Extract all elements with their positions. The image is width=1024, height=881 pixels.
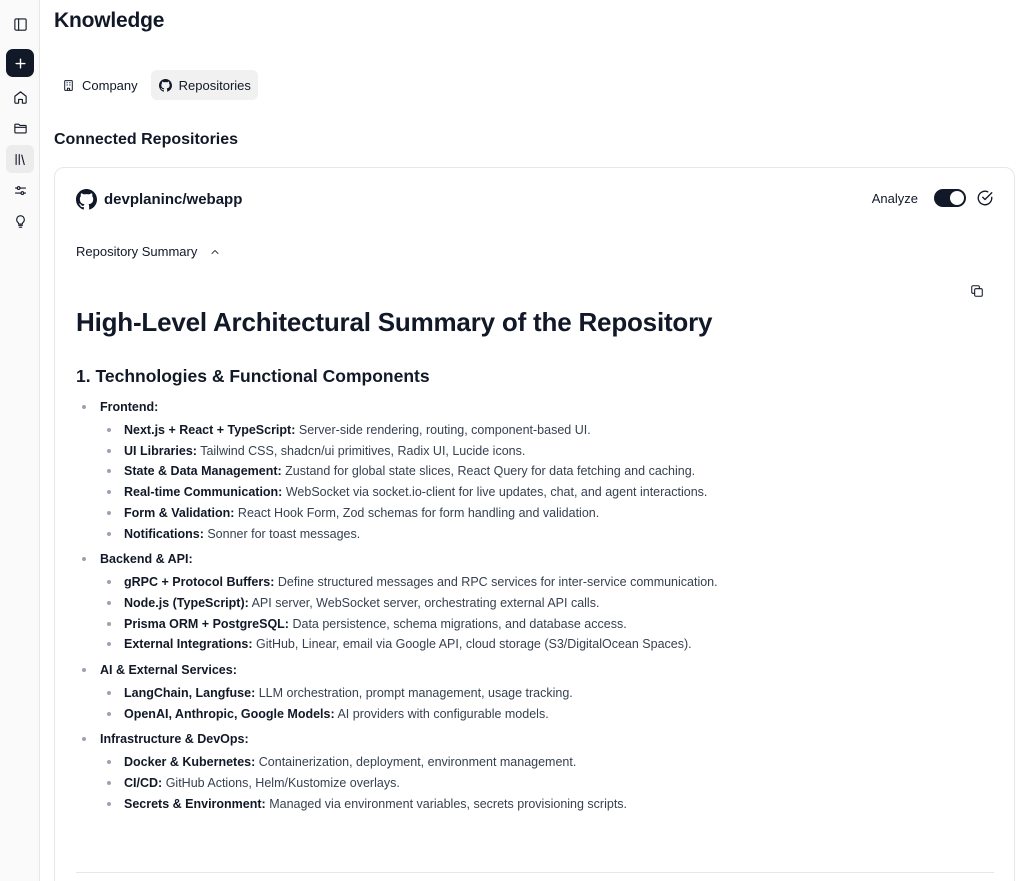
item-description: WebSocket via socket.io-client for live updates, chat, and agent interactions. bbox=[285, 485, 708, 500]
sidebar-item-ideas[interactable] bbox=[6, 207, 34, 235]
list-item bbox=[100, 572, 976, 593]
component-items bbox=[100, 572, 976, 655]
item-description: Server-side rendering, routing, component-based UI. bbox=[298, 423, 591, 437]
building-icon bbox=[62, 79, 75, 92]
item-term: UI Libraries: bbox=[124, 443, 197, 458]
analyze-label: Analyze bbox=[871, 190, 918, 206]
list-item bbox=[100, 593, 976, 614]
repository-summary-toggle[interactable] bbox=[76, 244, 221, 259]
item-description: Managed via environment variables, secrets provisioning scripts. bbox=[269, 796, 628, 811]
plus-icon bbox=[13, 56, 28, 71]
item-description: React Hook Form, Zod schemas for form handling and validation. bbox=[237, 505, 600, 520]
sidebar-item-projects[interactable] bbox=[6, 114, 34, 142]
item-term: State & Data Management: bbox=[124, 464, 282, 479]
summary-document bbox=[76, 306, 976, 821]
component-group-title: Frontend: bbox=[100, 400, 159, 414]
sliders-icon bbox=[13, 183, 28, 198]
component-group bbox=[76, 398, 976, 544]
item-description: Tailwind CSS, shadcn/ui primitives, Radix UI, Lucide icons. bbox=[200, 443, 526, 458]
list-item bbox=[100, 482, 976, 503]
component-group-title: AI & External Services: bbox=[100, 663, 237, 678]
toggle-knob bbox=[950, 191, 964, 205]
item-term: Form & Validation: bbox=[124, 505, 235, 520]
item-description: API server, WebSocket server, orchestrating external API calls. bbox=[251, 595, 600, 610]
home-icon bbox=[13, 90, 28, 105]
chevron-up-icon bbox=[209, 246, 221, 258]
tab-company[interactable] bbox=[54, 70, 145, 100]
section-title: Connected Repositories bbox=[54, 131, 239, 148]
panel-left-icon bbox=[13, 17, 28, 32]
folder-icon bbox=[13, 121, 28, 136]
list-item bbox=[100, 773, 976, 794]
sidebar-item-home[interactable] bbox=[6, 83, 34, 111]
item-term: Docker & Kubernetes: bbox=[124, 755, 256, 770]
sidebar-item-knowledge[interactable] bbox=[6, 145, 34, 173]
list-item bbox=[100, 524, 976, 545]
document-subheading: 1. Technologies & Functional Components bbox=[76, 366, 430, 386]
tabs bbox=[54, 70, 258, 100]
item-term: gRPC + Protocol Buffers: bbox=[124, 575, 275, 590]
item-term: LangChain, Langfuse: bbox=[124, 686, 256, 701]
tab-repositories-label: Repositories bbox=[178, 77, 251, 93]
analyze-toggle[interactable] bbox=[934, 189, 966, 207]
component-list bbox=[76, 398, 976, 815]
page-title: Knowledge bbox=[54, 9, 165, 32]
divider bbox=[76, 872, 994, 873]
list-item bbox=[100, 683, 976, 704]
item-term: Next.js + React + TypeScript: bbox=[124, 423, 296, 437]
toggle-sidebar-button[interactable] bbox=[6, 10, 34, 38]
library-icon bbox=[13, 152, 28, 167]
item-term: CI/CD: bbox=[124, 776, 163, 791]
item-description: Define structured messages and RPC services for inter-service communication. bbox=[277, 575, 718, 590]
repository-card bbox=[54, 167, 1015, 881]
item-description: LLM orchestration, prompt management, usage tracking. bbox=[258, 686, 573, 701]
list-item bbox=[100, 704, 976, 725]
summary-label: Repository Summary bbox=[76, 244, 198, 259]
github-icon bbox=[159, 79, 172, 92]
item-description: Zustand for global state slices, React Query for data fetching and caching. bbox=[285, 464, 696, 479]
item-term: External Integrations: bbox=[124, 637, 253, 652]
list-item bbox=[100, 461, 976, 482]
item-description: Sonner for toast messages. bbox=[207, 526, 361, 541]
component-items bbox=[100, 420, 976, 544]
status-check-button[interactable] bbox=[976, 189, 994, 207]
tab-company-label: Company bbox=[82, 77, 138, 93]
repository-header bbox=[76, 189, 242, 210]
new-button[interactable] bbox=[6, 49, 34, 77]
component-group bbox=[76, 730, 976, 814]
list-item bbox=[100, 503, 976, 524]
github-icon bbox=[76, 189, 97, 210]
list-item bbox=[100, 634, 976, 655]
list-item bbox=[100, 614, 976, 635]
copy-icon bbox=[970, 284, 984, 298]
component-items bbox=[100, 683, 976, 724]
item-description: GitHub, Linear, email via Google API, cloud storage (S3/DigitalOcean Spaces). bbox=[255, 637, 692, 652]
copy-button[interactable] bbox=[968, 282, 986, 300]
sidebar bbox=[0, 0, 40, 881]
lightbulb-icon bbox=[13, 214, 28, 229]
list-item bbox=[100, 441, 976, 462]
component-group bbox=[76, 550, 976, 655]
sidebar-item-settings[interactable] bbox=[6, 176, 34, 204]
list-item bbox=[100, 752, 976, 773]
component-items bbox=[100, 752, 976, 814]
item-term: Node.js (TypeScript): bbox=[124, 595, 249, 610]
list-item bbox=[100, 420, 976, 441]
item-description: Data persistence, schema migrations, and database access. bbox=[292, 616, 627, 631]
repository-name: devplaninc/webapp bbox=[104, 191, 243, 208]
component-group bbox=[76, 661, 976, 724]
repository-actions bbox=[872, 189, 994, 207]
item-term: Notifications: bbox=[124, 526, 204, 541]
item-term: Secrets & Environment: bbox=[124, 796, 266, 811]
item-term: Real-time Communication: bbox=[124, 485, 283, 500]
item-term: Prisma ORM + PostgreSQL: bbox=[124, 616, 289, 631]
list-item bbox=[100, 794, 976, 815]
item-term: OpenAI, Anthropic, Google Models: bbox=[124, 706, 335, 721]
document-heading: High-Level Architectural Summary of the Repository bbox=[76, 307, 713, 337]
item-description: AI providers with configurable models. bbox=[337, 706, 549, 721]
main-content bbox=[40, 0, 1024, 881]
component-group-title: Infrastructure & DevOps: bbox=[100, 732, 249, 747]
tab-repositories[interactable] bbox=[151, 70, 258, 100]
component-group-title: Backend & API: bbox=[100, 552, 193, 567]
circle-check-icon bbox=[976, 189, 994, 207]
item-description: GitHub Actions, Helm/Kustomize overlays. bbox=[165, 776, 400, 791]
item-description: Containerization, deployment, environment management. bbox=[258, 755, 577, 770]
